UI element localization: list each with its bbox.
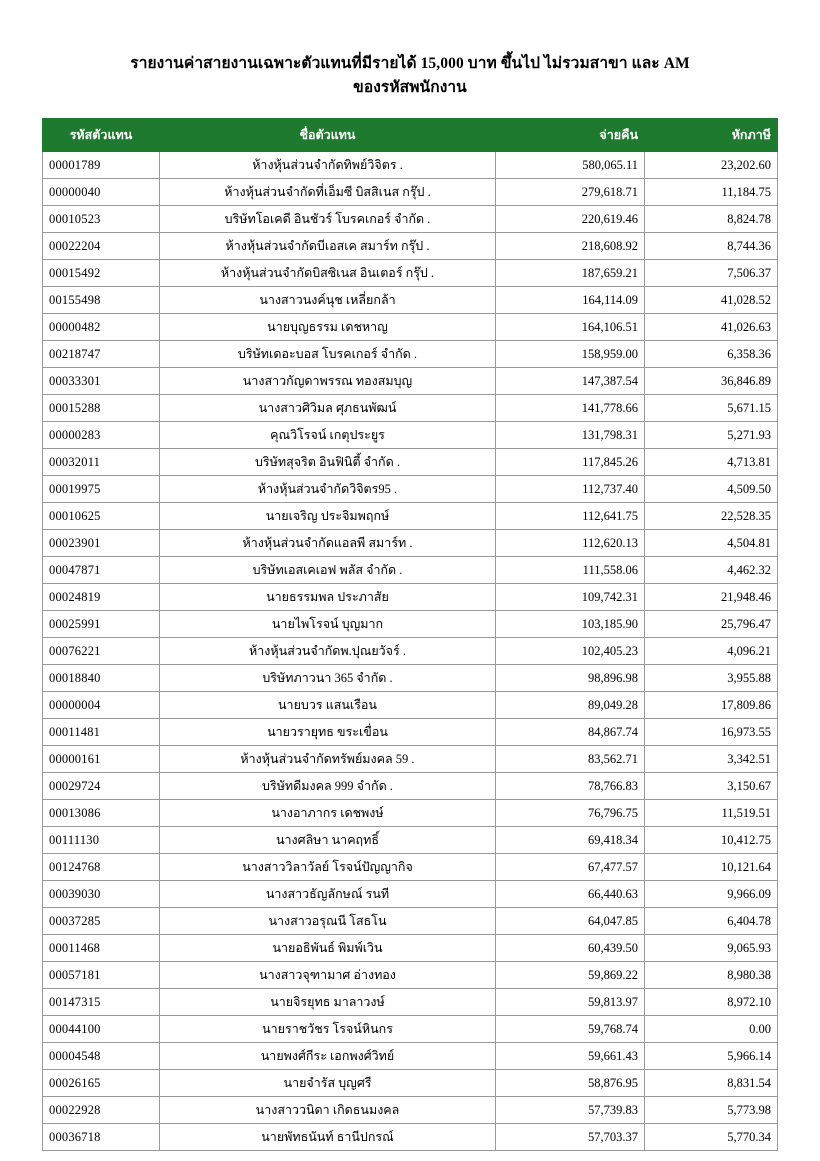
cell-payback-amount: 218,608.92 bbox=[496, 233, 645, 260]
cell-payback-amount: 78,766.83 bbox=[496, 773, 645, 800]
cell-agent-code: 00015492 bbox=[43, 260, 160, 287]
table-row bbox=[43, 422, 778, 449]
cell-agent-code: 00032011 bbox=[43, 449, 160, 476]
table-row bbox=[43, 746, 778, 773]
cell-agent-code: 00000161 bbox=[43, 746, 160, 773]
cell-agent-code: 00026165 bbox=[43, 1070, 160, 1097]
cell-payback-amount: 164,106.51 bbox=[496, 314, 645, 341]
cell-agent-name: ห้างหุ้นส่วนจำกัดแอลพี สมาร์ท . bbox=[160, 530, 496, 557]
table-header-row bbox=[43, 119, 778, 152]
cell-tax-amount: 3,955.88 bbox=[645, 665, 778, 692]
cell-payback-amount: 57,703.37 bbox=[496, 1124, 645, 1151]
cell-agent-name: นายเจริญ ประจิมพฤกษ์ bbox=[160, 503, 496, 530]
cell-agent-name: นางสาววนิดา เกิดธนมงคล bbox=[160, 1097, 496, 1124]
cell-agent-name: นายราชวัชร โรจน์หินกร bbox=[160, 1016, 496, 1043]
table-row bbox=[43, 1016, 778, 1043]
cell-tax-amount: 41,026.63 bbox=[645, 314, 778, 341]
cell-agent-code: 00036718 bbox=[43, 1124, 160, 1151]
cell-tax-amount: 9,966.09 bbox=[645, 881, 778, 908]
cell-agent-name: บริษัทเดอะบอส โบรคเกอร์ จำกัด . bbox=[160, 341, 496, 368]
cell-tax-amount: 5,671.15 bbox=[645, 395, 778, 422]
cell-agent-name: นางสาวจุฑามาศ อ่างทอง bbox=[160, 962, 496, 989]
cell-agent-name: นางสาวธัญลักษณ์ รนที bbox=[160, 881, 496, 908]
table-row bbox=[43, 314, 778, 341]
cell-agent-name: ห้างหุ้นส่วนจำกัดทิพย์วิจิตร . bbox=[160, 152, 496, 179]
cell-tax-amount: 8,980.38 bbox=[645, 962, 778, 989]
cell-agent-name: นางสาวอรุณนี โสธโน bbox=[160, 908, 496, 935]
cell-tax-amount: 3,150.67 bbox=[645, 773, 778, 800]
cell-payback-amount: 59,813.97 bbox=[496, 989, 645, 1016]
cell-tax-amount: 22,528.35 bbox=[645, 503, 778, 530]
cell-agent-name: นายพัทธนันท์ ธานีปกรณ์ bbox=[160, 1124, 496, 1151]
cell-agent-code: 00044100 bbox=[43, 1016, 160, 1043]
cell-agent-name: นางอาภากร เดชพงษ์ bbox=[160, 800, 496, 827]
table-row bbox=[43, 773, 778, 800]
cell-agent-code: 00047871 bbox=[43, 557, 160, 584]
cell-agent-name: นางสาววิลาวัลย์ โรจน์ปัญญากิจ bbox=[160, 854, 496, 881]
cell-agent-name: ห้างหุ้นส่วนจำกัดบีเอสเค สมาร์ท กรุ๊ป . bbox=[160, 233, 496, 260]
cell-agent-code: 00022204 bbox=[43, 233, 160, 260]
table-row bbox=[43, 692, 778, 719]
cell-agent-name: บริษัทดีมงคล 999 จำกัด . bbox=[160, 773, 496, 800]
cell-payback-amount: 112,620.13 bbox=[496, 530, 645, 557]
cell-agent-code: 00147315 bbox=[43, 989, 160, 1016]
table-row bbox=[43, 584, 778, 611]
cell-agent-code: 00033301 bbox=[43, 368, 160, 395]
cell-agent-code: 00004548 bbox=[43, 1043, 160, 1070]
cell-agent-code: 00013086 bbox=[43, 800, 160, 827]
table-row bbox=[43, 881, 778, 908]
cell-agent-name: นายจำรัส บุญศรี bbox=[160, 1070, 496, 1097]
cell-payback-amount: 58,876.95 bbox=[496, 1070, 645, 1097]
cell-tax-amount: 8,744.36 bbox=[645, 233, 778, 260]
cell-agent-name: ห้างหุ้นส่วนจำกัดวิจิตร95 . bbox=[160, 476, 496, 503]
table-row bbox=[43, 1043, 778, 1070]
table-row bbox=[43, 800, 778, 827]
cell-payback-amount: 112,641.75 bbox=[496, 503, 645, 530]
table-row bbox=[43, 260, 778, 287]
cell-agent-name: บริษัทโอเคดี อินชัวร์ โบรคเกอร์ จำกัด . bbox=[160, 206, 496, 233]
table-row bbox=[43, 719, 778, 746]
cell-payback-amount: 57,739.83 bbox=[496, 1097, 645, 1124]
cell-payback-amount: 131,798.31 bbox=[496, 422, 645, 449]
table-row bbox=[43, 854, 778, 881]
cell-agent-code: 00000004 bbox=[43, 692, 160, 719]
cell-agent-code: 00155498 bbox=[43, 287, 160, 314]
cell-agent-code: 00011468 bbox=[43, 935, 160, 962]
table-row bbox=[43, 1124, 778, 1151]
cell-agent-code: 00076221 bbox=[43, 638, 160, 665]
cell-agent-name: นางศลิษา นาคฤทธิ์ bbox=[160, 827, 496, 854]
cell-tax-amount: 36,846.89 bbox=[645, 368, 778, 395]
cell-agent-code: 00037285 bbox=[43, 908, 160, 935]
cell-tax-amount: 6,358.36 bbox=[645, 341, 778, 368]
cell-payback-amount: 59,768.74 bbox=[496, 1016, 645, 1043]
cell-agent-name: นายบุญธรรม เดชหาญ bbox=[160, 314, 496, 341]
cell-agent-code: 00000283 bbox=[43, 422, 160, 449]
cell-agent-name: บริษัทเอสเคเอฟ พลัส จำกัด . bbox=[160, 557, 496, 584]
cell-payback-amount: 187,659.21 bbox=[496, 260, 645, 287]
table-header bbox=[43, 119, 778, 152]
cell-tax-amount: 21,948.46 bbox=[645, 584, 778, 611]
cell-payback-amount: 60,439.50 bbox=[496, 935, 645, 962]
cell-tax-amount: 10,121.64 bbox=[645, 854, 778, 881]
cell-agent-name: นายธรรมพล ประภาสัย bbox=[160, 584, 496, 611]
cell-tax-amount: 10,412.75 bbox=[645, 827, 778, 854]
cell-payback-amount: 69,418.34 bbox=[496, 827, 645, 854]
cell-agent-name: บริษัทภาวนา 365 จำกัด . bbox=[160, 665, 496, 692]
table-row bbox=[43, 665, 778, 692]
report-table bbox=[42, 118, 778, 1151]
table-row bbox=[43, 449, 778, 476]
cell-tax-amount: 3,342.51 bbox=[645, 746, 778, 773]
cell-payback-amount: 111,558.06 bbox=[496, 557, 645, 584]
table-body bbox=[43, 152, 778, 1151]
cell-agent-name: นายวรายุทธ ขระเขื่อน bbox=[160, 719, 496, 746]
table-row bbox=[43, 476, 778, 503]
table-row bbox=[43, 962, 778, 989]
cell-agent-code: 00011481 bbox=[43, 719, 160, 746]
cell-payback-amount: 141,778.66 bbox=[496, 395, 645, 422]
cell-agent-code: 00015288 bbox=[43, 395, 160, 422]
cell-payback-amount: 279,618.71 bbox=[496, 179, 645, 206]
cell-agent-code: 00010523 bbox=[43, 206, 160, 233]
cell-tax-amount: 17,809.86 bbox=[645, 692, 778, 719]
cell-agent-name: นายไพโรจน์ บุญมาก bbox=[160, 611, 496, 638]
column-header-code: รหัสตัวแทน bbox=[43, 119, 160, 152]
cell-tax-amount: 11,519.51 bbox=[645, 800, 778, 827]
table-row bbox=[43, 989, 778, 1016]
cell-agent-code: 00029724 bbox=[43, 773, 160, 800]
table-row bbox=[43, 152, 778, 179]
cell-tax-amount: 6,404.78 bbox=[645, 908, 778, 935]
cell-agent-code: 00018840 bbox=[43, 665, 160, 692]
cell-agent-name: นางสาวนงค์นุช เหลี่ยกล้า bbox=[160, 287, 496, 314]
cell-payback-amount: 102,405.23 bbox=[496, 638, 645, 665]
table-row bbox=[43, 557, 778, 584]
cell-tax-amount: 9,065.93 bbox=[645, 935, 778, 962]
cell-agent-code: 00022928 bbox=[43, 1097, 160, 1124]
table-row bbox=[43, 1097, 778, 1124]
cell-payback-amount: 83,562.71 bbox=[496, 746, 645, 773]
column-header-pay: จ่ายคืน bbox=[496, 119, 645, 152]
cell-agent-code: 00000482 bbox=[43, 314, 160, 341]
column-header-name: ชื่อตัวแทน bbox=[160, 119, 496, 152]
table-row bbox=[43, 395, 778, 422]
cell-payback-amount: 64,047.85 bbox=[496, 908, 645, 935]
table-row bbox=[43, 206, 778, 233]
table-row bbox=[43, 530, 778, 557]
cell-tax-amount: 8,831.54 bbox=[645, 1070, 778, 1097]
cell-agent-name: คุณวิโรจน์ เกตุประยูร bbox=[160, 422, 496, 449]
cell-tax-amount: 4,713.81 bbox=[645, 449, 778, 476]
cell-payback-amount: 89,049.28 bbox=[496, 692, 645, 719]
table-row bbox=[43, 935, 778, 962]
cell-tax-amount: 23,202.60 bbox=[645, 152, 778, 179]
cell-agent-code: 00001789 bbox=[43, 152, 160, 179]
cell-payback-amount: 164,114.09 bbox=[496, 287, 645, 314]
cell-payback-amount: 220,619.46 bbox=[496, 206, 645, 233]
cell-tax-amount: 5,770.34 bbox=[645, 1124, 778, 1151]
cell-payback-amount: 98,896.98 bbox=[496, 665, 645, 692]
cell-agent-name: บริษัทสุจริต อินฟินิตี้ จำกัด . bbox=[160, 449, 496, 476]
cell-payback-amount: 59,661.43 bbox=[496, 1043, 645, 1070]
cell-agent-name: ห้างหุ้นส่วนจำกัดบิสซิเนส อินเตอร์ กรุ๊ป . bbox=[160, 260, 496, 287]
cell-agent-code: 00218747 bbox=[43, 341, 160, 368]
report-title-line-2: ของรหัสพนักงาน bbox=[353, 79, 467, 97]
cell-agent-code: 00010625 bbox=[43, 503, 160, 530]
cell-tax-amount: 8,824.78 bbox=[645, 206, 778, 233]
table-row bbox=[43, 368, 778, 395]
cell-payback-amount: 158,959.00 bbox=[496, 341, 645, 368]
table-row bbox=[43, 638, 778, 665]
cell-agent-name: ห้างหุ้นส่วนจำกัดที่เอ็มซี บิสสิเนส กรุ๊ป . bbox=[160, 179, 496, 206]
cell-payback-amount: 76,796.75 bbox=[496, 800, 645, 827]
cell-tax-amount: 25,796.47 bbox=[645, 611, 778, 638]
cell-tax-amount: 5,773.98 bbox=[645, 1097, 778, 1124]
report-title-block bbox=[42, 52, 778, 100]
report-title-line-1: รายงานค่าสายงานเฉพาะตัวแทนที่มีรายได้ 15,000 บาท ขึ้นไป ไม่รวมสาขา และ AM bbox=[130, 55, 690, 72]
cell-payback-amount: 66,440.63 bbox=[496, 881, 645, 908]
cell-payback-amount: 147,387.54 bbox=[496, 368, 645, 395]
cell-payback-amount: 112,737.40 bbox=[496, 476, 645, 503]
cell-agent-code: 00023901 bbox=[43, 530, 160, 557]
table-row bbox=[43, 179, 778, 206]
cell-agent-code: 00000040 bbox=[43, 179, 160, 206]
cell-payback-amount: 59,869.22 bbox=[496, 962, 645, 989]
cell-payback-amount: 84,867.74 bbox=[496, 719, 645, 746]
cell-payback-amount: 109,742.31 bbox=[496, 584, 645, 611]
cell-tax-amount: 41,028.52 bbox=[645, 287, 778, 314]
table-row bbox=[43, 233, 778, 260]
table-row bbox=[43, 503, 778, 530]
cell-tax-amount: 5,966.14 bbox=[645, 1043, 778, 1070]
cell-payback-amount: 67,477.57 bbox=[496, 854, 645, 881]
cell-agent-name: ห้างหุ้นส่วนจำกัดทรัพย์มงคล 59 . bbox=[160, 746, 496, 773]
cell-tax-amount: 16,973.55 bbox=[645, 719, 778, 746]
cell-agent-name: นายพงศ์กีระ เอกพงศ์วิทย์ bbox=[160, 1043, 496, 1070]
table-row bbox=[43, 287, 778, 314]
table-row bbox=[43, 611, 778, 638]
cell-tax-amount: 7,506.37 bbox=[645, 260, 778, 287]
column-header-tax: หักภาษี bbox=[645, 119, 778, 152]
cell-agent-code: 00039030 bbox=[43, 881, 160, 908]
cell-agent-name: นางสาวกัญดาพรรณ ทองสมบุญ bbox=[160, 368, 496, 395]
cell-tax-amount: 8,972.10 bbox=[645, 989, 778, 1016]
cell-agent-name: ห้างหุ้นส่วนจำกัดพ.ปุณยวัจร์ . bbox=[160, 638, 496, 665]
cell-agent-name: นายจิรยุทธ มาลาวงษ์ bbox=[160, 989, 496, 1016]
cell-tax-amount: 5,271.93 bbox=[645, 422, 778, 449]
cell-agent-name: นางสาวศิวิมล ศุภธนพัฒน์ bbox=[160, 395, 496, 422]
cell-tax-amount: 4,462.32 bbox=[645, 557, 778, 584]
table-row bbox=[43, 341, 778, 368]
cell-agent-code: 00111130 bbox=[43, 827, 160, 854]
cell-agent-code: 00019975 bbox=[43, 476, 160, 503]
cell-payback-amount: 580,065.11 bbox=[496, 152, 645, 179]
cell-tax-amount: 4,504.81 bbox=[645, 530, 778, 557]
cell-tax-amount: 0.00 bbox=[645, 1016, 778, 1043]
cell-tax-amount: 11,184.75 bbox=[645, 179, 778, 206]
cell-agent-name: นายบวร แสนเรือน bbox=[160, 692, 496, 719]
table-row bbox=[43, 1070, 778, 1097]
cell-agent-code: 00057181 bbox=[43, 962, 160, 989]
cell-agent-code: 00024819 bbox=[43, 584, 160, 611]
cell-payback-amount: 117,845.26 bbox=[496, 449, 645, 476]
cell-tax-amount: 4,509.50 bbox=[645, 476, 778, 503]
table-row bbox=[43, 827, 778, 854]
cell-payback-amount: 103,185.90 bbox=[496, 611, 645, 638]
table-row bbox=[43, 908, 778, 935]
cell-agent-name: นายอธิพันธ์ พิมพ์เวิน bbox=[160, 935, 496, 962]
cell-agent-code: 00124768 bbox=[43, 854, 160, 881]
cell-agent-code: 00025991 bbox=[43, 611, 160, 638]
cell-tax-amount: 4,096.21 bbox=[645, 638, 778, 665]
